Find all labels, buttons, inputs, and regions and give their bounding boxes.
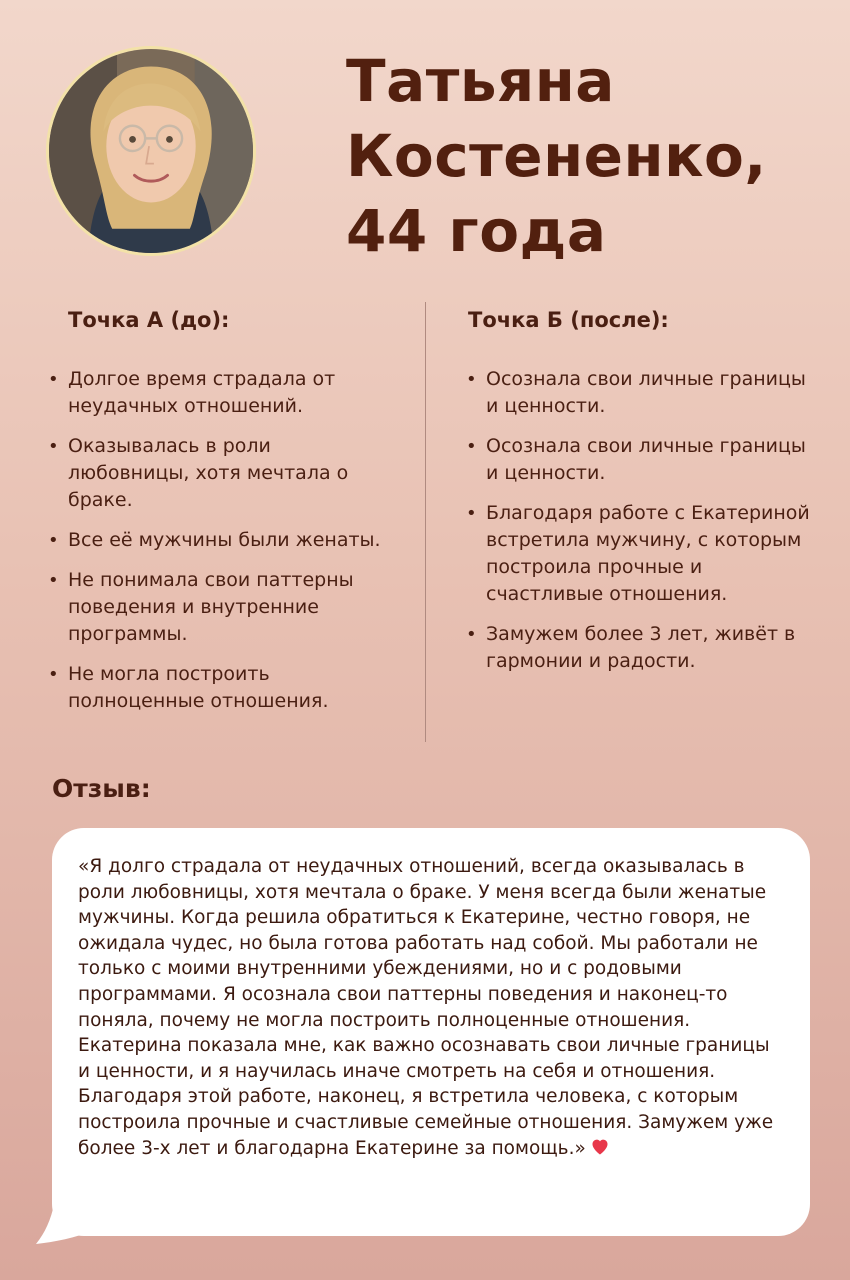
list-item: • Осознала свои личные границы и ценности. [466,433,811,487]
list-item: • Оказывалась в роли любовницы, хотя мечтала о браке. [48,433,393,514]
person-name [346,44,767,269]
heart-icon [590,1137,610,1157]
point-a-list [48,366,393,728]
review-bubble [52,828,810,1236]
column-divider [425,302,426,742]
name-line-2: Костененко, [346,122,767,190]
list-item: • Замужем более 3 лет, живёт в гармонии и радости. [466,621,811,675]
list-item: • Благодаря работе с Екатериной встретила мужчину, с которым построила прочные и счастливые отношения. [466,500,811,608]
review-text-block [78,854,780,1161]
avatar [46,46,256,256]
point-b-heading: Точка Б (после): [468,308,669,332]
point-b-list [466,366,811,688]
point-a-heading: Точка А (до): [68,308,230,332]
name-line-3: 44 года [346,197,607,265]
review-text: «Я долго страдала от неудачных отношений, всегда оказывалась в роли любовницы, хотя мечтала о браке. У меня всегда были женатые мужчины. Когда решила обратиться к Екатерине, честно говоря, не ожидала чудес, но была готова работать над собой. Мы работали не только с моими внутренними убеждениями, но и с родовыми программами. Я осознала свои паттерны поведения и наконец-то поняла, почему не могла построить полноценные отношения. Екатерина показала мне, как важно осознавать свои личные границы и ценности, и я научилась иначе смотреть на себя и отношения. Благодаря этой работе, наконец, я встретила человека, с которым построила прочные и счастливые семейные отношения. Замужем уже более 3-х лет и благодарна Екатерине за помощь.» [78,856,774,1159]
review-heading: Отзыв: [52,774,151,803]
name-line-1: Татьяна [346,47,615,115]
list-item: • Не могла построить полноценные отношения. [48,661,393,715]
list-item: • Не понимала свои паттерны поведения и внутренние программы. [48,567,393,648]
list-item: • Осознала свои личные границы и ценности. [466,366,811,420]
list-item: • Все её мужчины были женаты. [48,527,393,554]
list-item: • Долгое время страдала от неудачных отношений. [48,366,393,420]
